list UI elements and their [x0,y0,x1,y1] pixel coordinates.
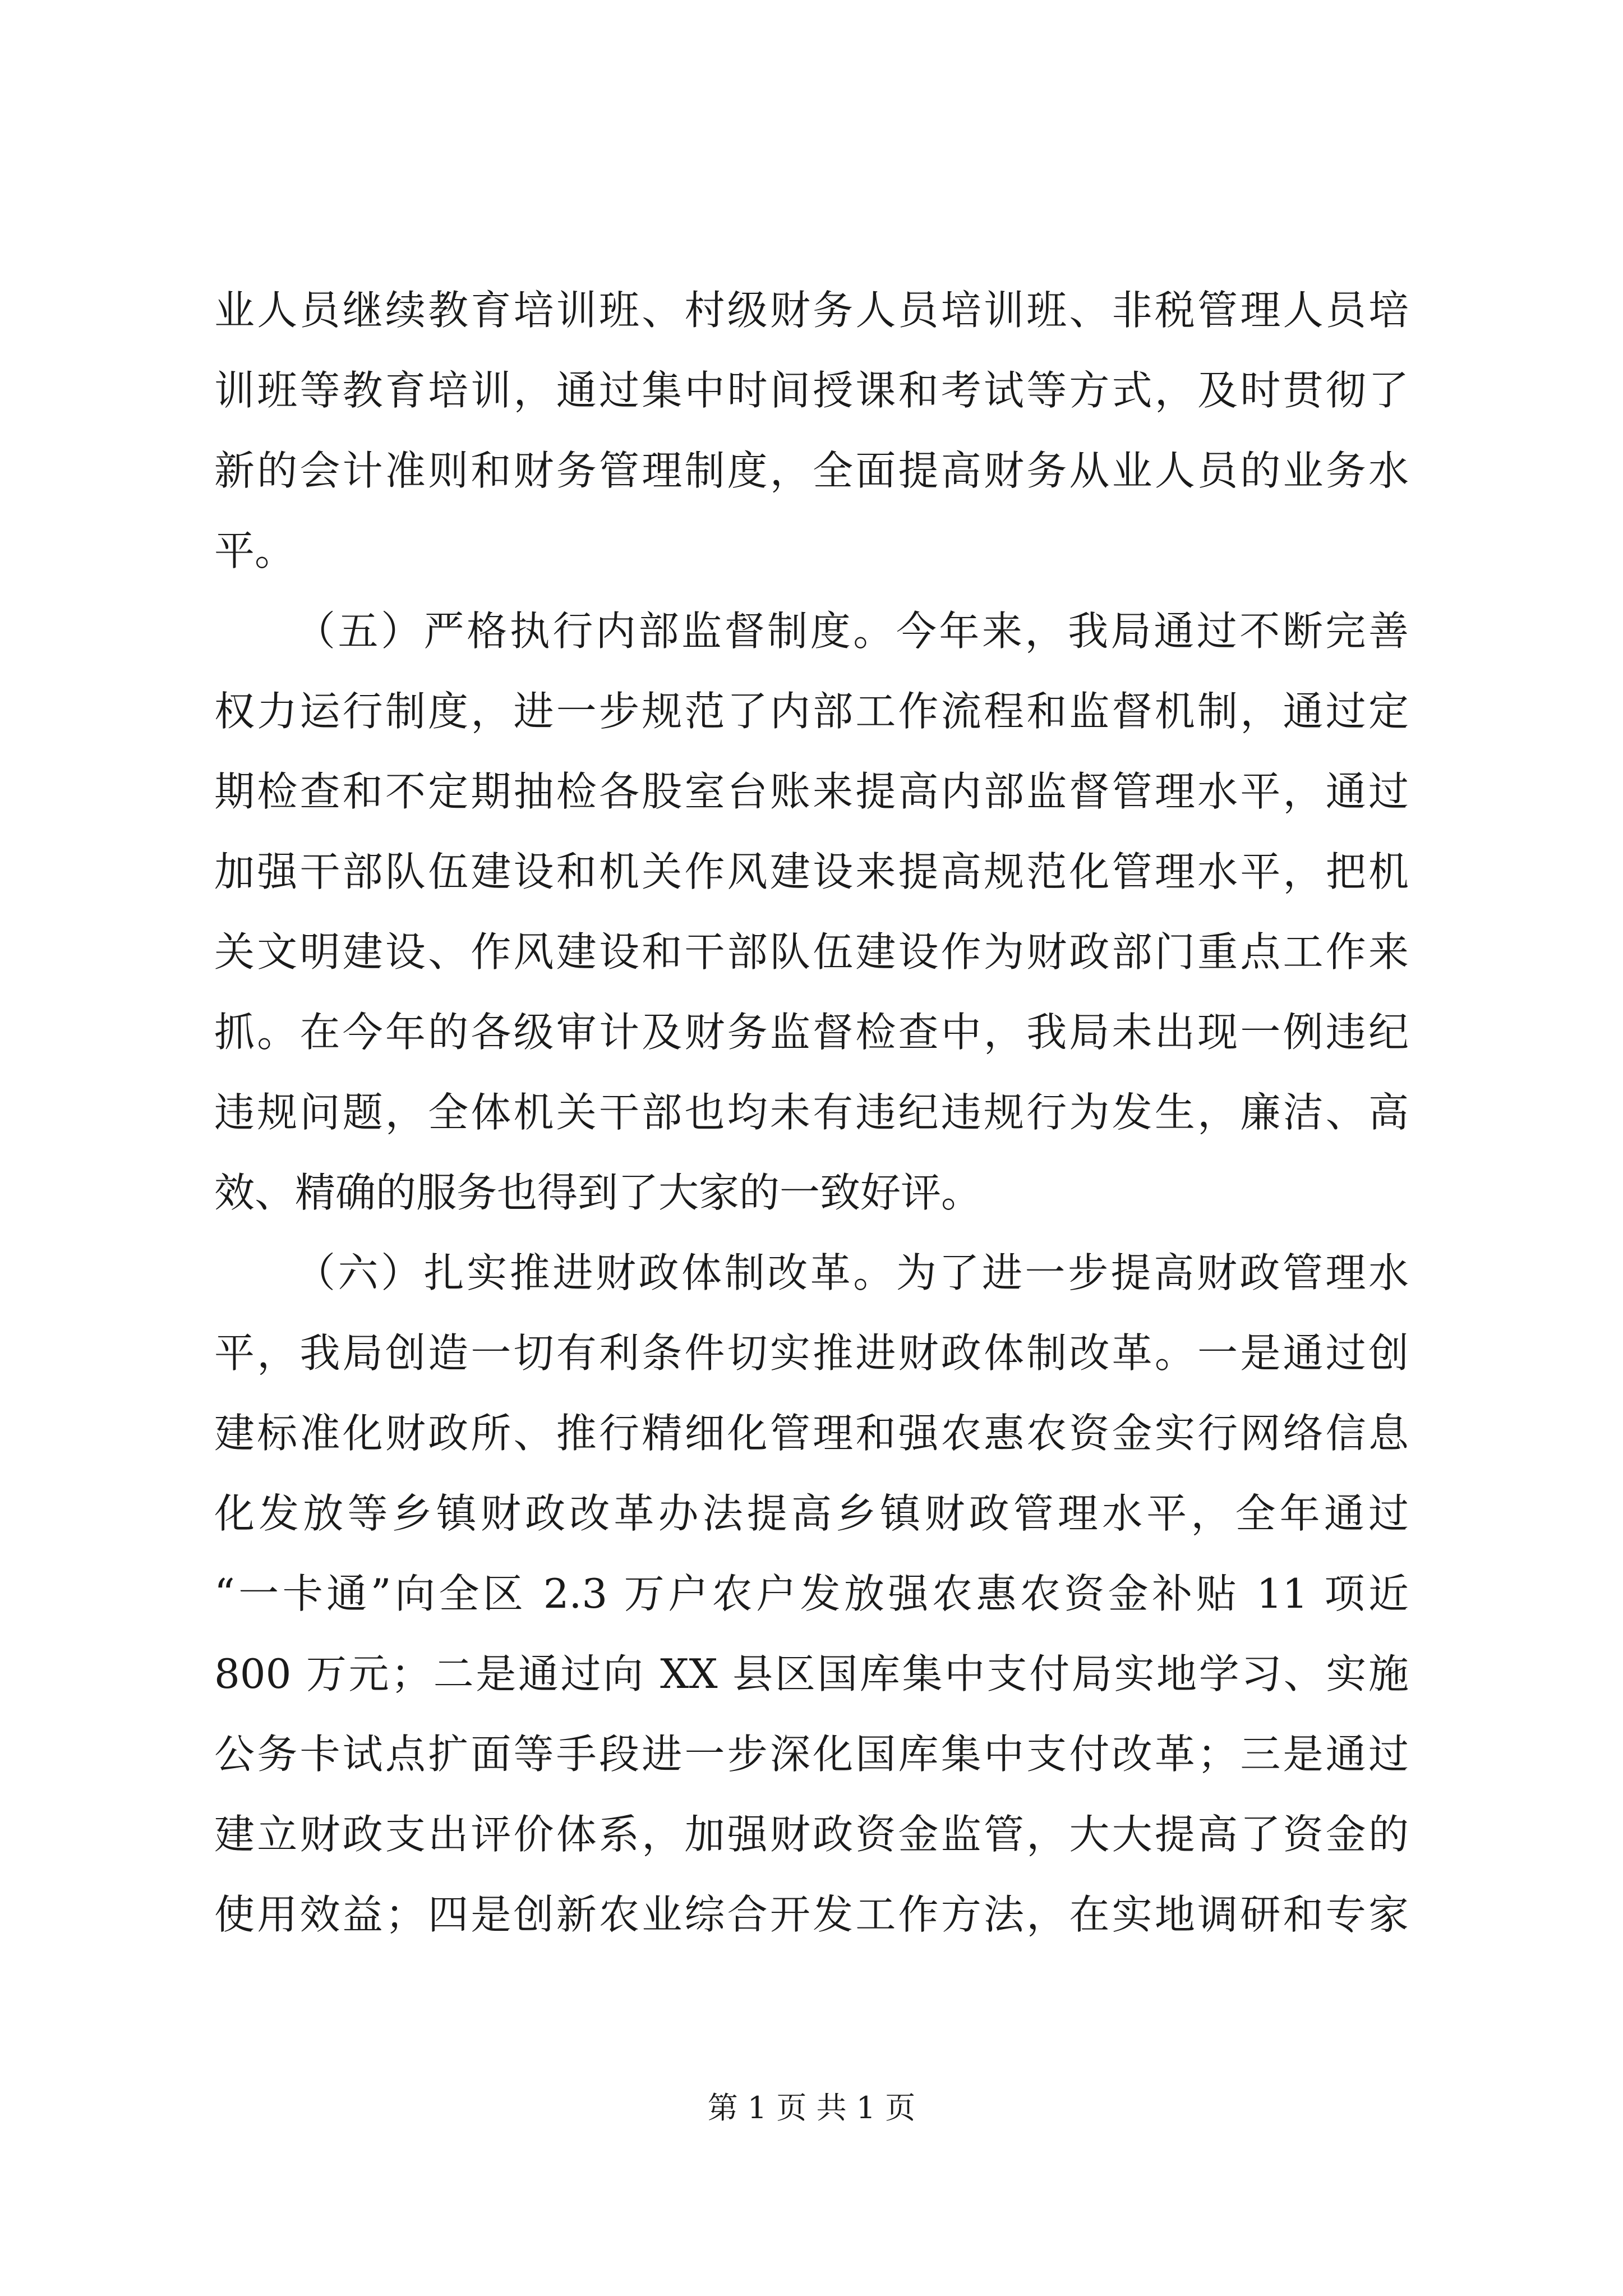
text-line: 抓。在今年的各级审计及财务监督检查中，我局未出现一例违纪 [214,1009,1409,1056]
text-line: 效、精确的服务也得到了大家的一致好评。 [214,1169,982,1216]
text-line: 平，我局创造一切有利条件切实推进财政体制改革。一是通过创 [214,1329,1409,1377]
text-line: 建标准化财政所、推行精细化管理和强农惠农资金实行网络信息 [214,1410,1409,1457]
paragraph-first-line: （五）严格执行内部监督制度。今年来，我局通过不断完善 [295,608,1409,655]
text-line: 权力运行制度，进一步规范了内部工作流程和监督机制，通过定 [214,688,1409,735]
text-line: 训班等教育培训，通过集中时间授课和考试等方式，及时贯彻了 [214,367,1409,414]
text-line: 化发放等乡镇财政改革办法提高乡镇财政管理水平，全年通过 [214,1490,1409,1537]
text-line: 使用效益；四是创新农业综合开发工作方法，在实地调研和专家 [214,1891,1409,1938]
text-line: 新的会计准则和财务管理制度，全面提高财务从业人员的业务水 [214,447,1409,494]
text-line: 期检查和不定期抽检各股室台账来提高内部监督管理水平，通过 [214,768,1409,815]
paragraph-first-line: （六）扎实推进财政体制改革。为了进一步提高财政管理水 [295,1249,1409,1296]
text-line: 加强干部队伍建设和机关作风建设来提高规范化管理水平，把机 [214,848,1409,895]
text-line: 平。 [214,527,296,574]
text-line: 业人员继续教育培训班、村级财务人员培训班、非税管理人员培 [214,287,1409,334]
text-line: 关文明建设、作风建设和干部队伍建设作为财政部门重点工作来 [214,928,1409,976]
text-line: 违规问题，全体机关干部也均未有违纪违规行为发生，廉洁、高 [214,1089,1409,1136]
text-line: “一卡通”向全区 2.3 万户农户发放强农惠农资金补贴 11 项近 [214,1570,1409,1617]
text-line: 公务卡试点扩面等手段进一步深化国库集中支付改革；三是通过 [214,1731,1409,1778]
text-line: 800 万元；二是通过向 XX 县区国库集中支付局实地学习、实施 [214,1650,1409,1697]
text-line: 建立财政支出评价体系，加强财政资金监管，大大提高了资金的 [214,1811,1409,1858]
page-number-footer: 第 1 页 共 1 页 [707,2090,916,2125]
